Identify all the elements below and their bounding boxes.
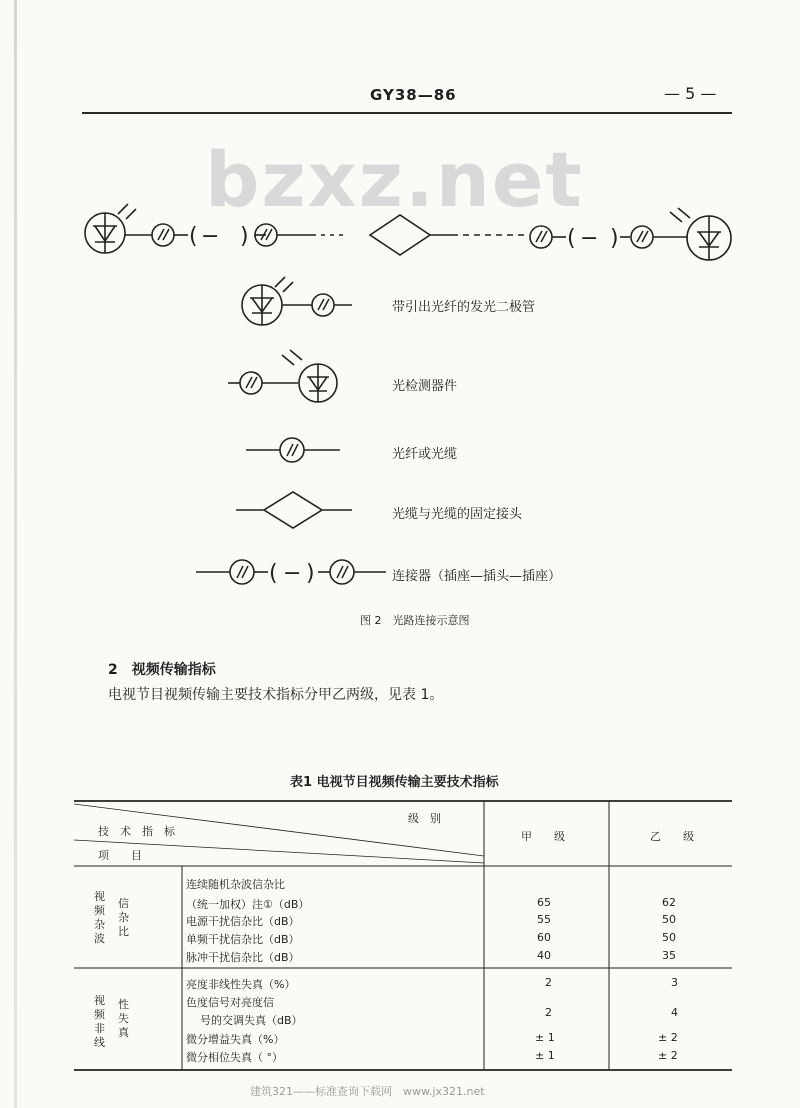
table-row-label: （统一加权）注①（dB） <box>186 898 310 911</box>
legend-detector: 光检测器件 <box>392 379 458 394</box>
legend-fiber: 光纤或光缆 <box>392 447 458 462</box>
table-cell-b: 50 <box>662 913 676 926</box>
group-inner-label: 性失真 <box>118 998 129 1039</box>
section-body: 电视节目视频传输主要技术指标分甲乙两级，见表 1。 <box>108 687 444 703</box>
table-cell-b: ± 2 <box>658 1031 678 1044</box>
connector-minus: − <box>580 226 599 251</box>
standard-code: GY38—86 <box>370 86 457 104</box>
table-cell-b: 4 <box>671 1006 678 1019</box>
table-cell-a: 65 <box>537 896 551 909</box>
header-indicator: 技 术 指 标 <box>98 825 175 838</box>
table-cell-a: 55 <box>537 913 551 926</box>
connector-minus: − <box>283 561 302 586</box>
group-outer-label: 视频杂波 <box>94 890 105 945</box>
table-row-label: 色度信号对亮度信 <box>186 996 274 1009</box>
table-row-label: 脉冲干扰信杂比（dB） <box>186 951 300 964</box>
table-cell-a: ± 1 <box>535 1031 555 1044</box>
table-cell-b: 3 <box>671 976 678 989</box>
group-outer-label: 视频非线 <box>94 994 105 1049</box>
table-cell-b: 50 <box>662 931 676 944</box>
header-item: 项 目 <box>98 849 142 862</box>
table-cell-a: 60 <box>537 931 551 944</box>
table-row-label: 单频干扰信杂比（dB） <box>186 933 300 946</box>
table-row-label: 微分增益失真（%） <box>186 1033 285 1046</box>
figure-caption: 图 2 光路连接示意图 <box>360 614 470 627</box>
legend-connector: 连接器（插座—插头—插座） <box>392 569 562 584</box>
paren-close: ) <box>610 226 619 251</box>
col-grade-b: 乙 级 <box>650 830 694 843</box>
table-cell-a: 40 <box>537 949 551 962</box>
table-cell-b: 62 <box>662 896 676 909</box>
connector-minus: − <box>201 224 220 249</box>
col-grade-a: 甲 级 <box>521 830 565 843</box>
table-cell-b: 35 <box>662 949 676 962</box>
table-row-label: 号的交调失真（dB） <box>200 1014 303 1027</box>
table-row-label: 微分相位失真（ °） <box>186 1051 283 1064</box>
section-title: 2 视频传输指标 <box>108 662 216 678</box>
header-grade: 级 别 <box>408 812 441 825</box>
paren-close: ) <box>306 561 315 586</box>
table-cell-a: 2 <box>545 1006 552 1019</box>
paren-open: ( <box>189 224 198 249</box>
table-cell-b: ± 2 <box>658 1049 678 1062</box>
paren-open: ( <box>269 561 278 586</box>
legend-joint: 光缆与光缆的固定接头 <box>392 507 523 522</box>
watermark: bzxz.net <box>205 135 584 224</box>
table-row-label: 连续随机杂波信杂比 <box>186 878 285 891</box>
paren-close: ) <box>240 224 249 249</box>
table-title: 表1 电视节目视频传输主要技术指标 <box>290 775 499 790</box>
table-row-label: 电源干扰信杂比（dB） <box>186 915 300 928</box>
paren-open: ( <box>567 226 576 251</box>
page-number: — 5 — <box>664 84 717 103</box>
table-cell-a: 2 <box>545 976 552 989</box>
footer-watermark: 建筑321——标准查询下载网 www.jx321.net <box>250 1085 485 1098</box>
table-cell-a: ± 1 <box>535 1049 555 1062</box>
table-row-label: 亮度非线性失真（%） <box>186 978 296 991</box>
group-inner-label: 信杂比 <box>118 897 129 938</box>
legend-led: 带引出光纤的发光二极管 <box>392 300 536 315</box>
